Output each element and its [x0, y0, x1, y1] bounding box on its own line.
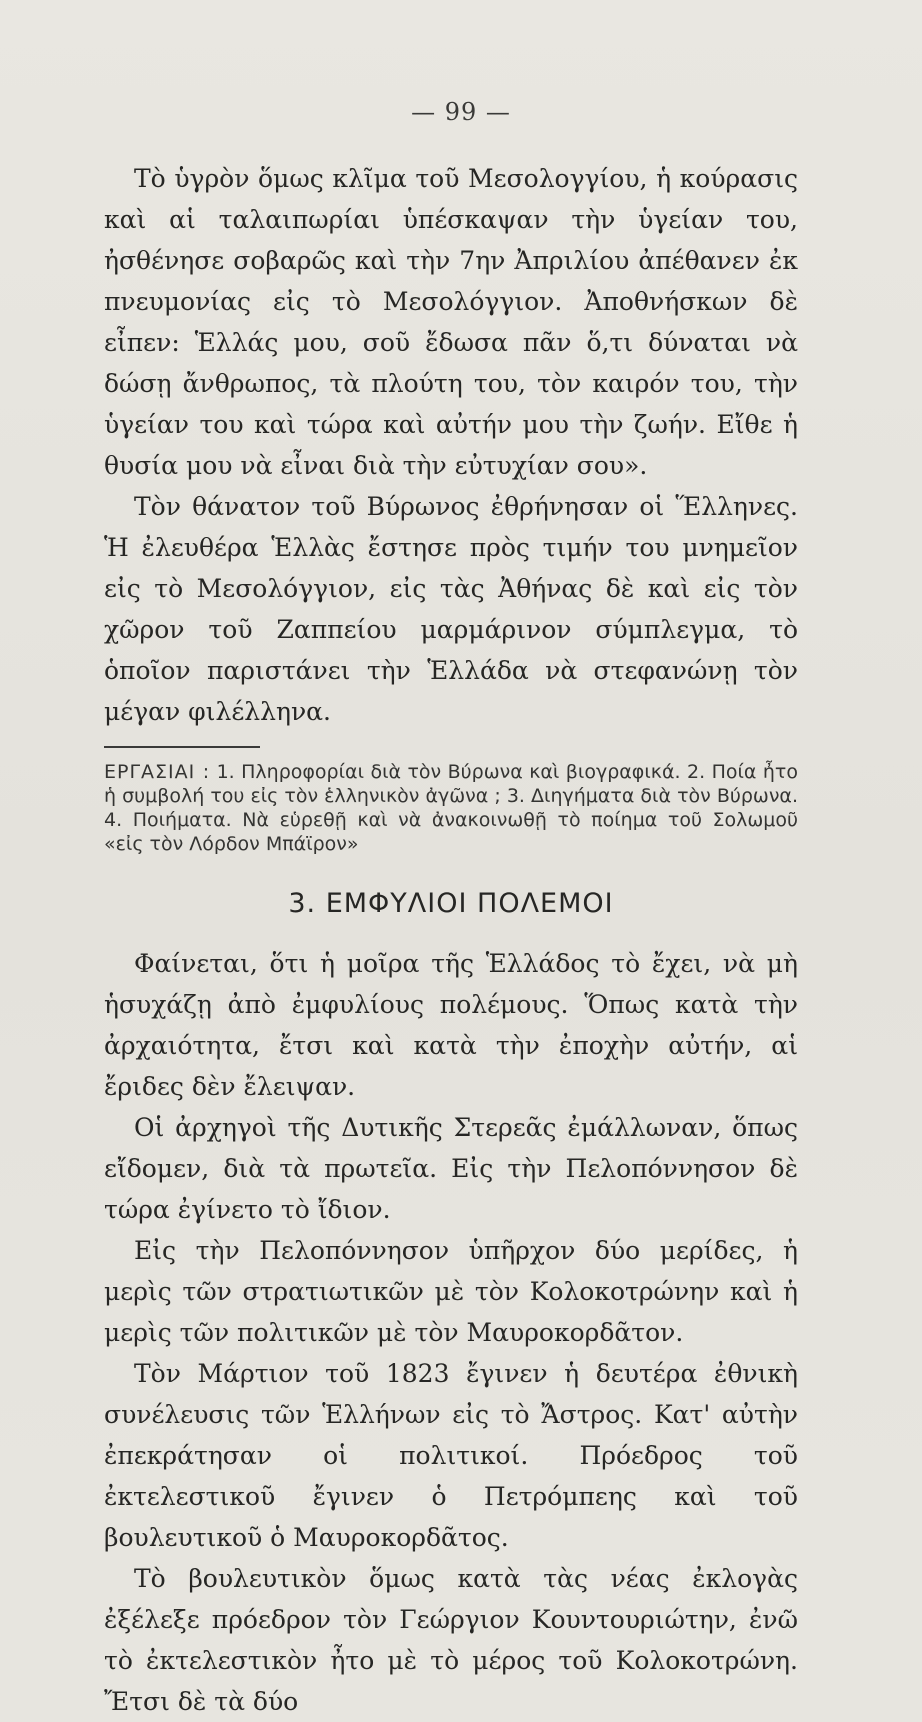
paragraph-western-leaders: Οἱ ἀρχηγοὶ τῆς Δυτικῆς Στερεᾶς ἐμάλλωναν, ὅπως εἴδομεν, διὰ τὰ πρωτεῖα. Εἰς τὴν Πελοπόννησον δὲ τώρα ἐγίνετο τὸ ἴδιον. [104, 1113, 798, 1224]
paragraph-two-factions: Εἰς τὴν Πελοπόννησον ὑπῆρχον δύο μερίδες, ἡ μερὶς τῶν στρατιωτικῶν μὲ τὸν Κολοκοτρώνην καὶ ἡ μερὶς τῶν πολιτικῶν μὲ τὸν Μαυροκορδᾶτον. [104, 1236, 798, 1347]
exercises-block [104, 760, 798, 856]
exercises-label: ΕΡΓΑΣΙΑΙ : [104, 761, 211, 783]
page-body [104, 158, 798, 1722]
footnote-divider [104, 746, 260, 748]
section-heading: 3. ΕΜΦΥΛΙΟΙ ΠΟΛΕΜΟΙ [288, 888, 614, 919]
exercises-text: 1. Πληροφορίαι διὰ τὸν Βύρωνα καὶ βιογραφικά. 2. Ποία ἦτο ἡ συμβολή του εἰς τὸν ἑλληνικὸν ἀγῶνα ; 3. Διηγήματα διὰ τὸν Βύρωνα. 4. Ποιήματα. Νὰ εὑρεθῇ καὶ νὰ ἀνακοινωθῇ τὸ ποίημα τοῦ Σολωμοῦ «εἰς τὸν Λόρδον Μπάϊρον» [104, 761, 798, 855]
paragraph-new-elections: Τὸ βουλευτικὸν ὅμως κατὰ τὰς νέας ἐκλογὰς ἐξέλεξε πρόεδρον τὸν Γεώργιον Κουντουριώτην, ἐνῶ τὸ ἐκτελεστικὸν ἦτο μὲ τὸ μέρος τοῦ Κολοκοτρώνη. Ἔτσι δὲ τὰ δύο [104, 1564, 798, 1716]
paragraph-byron-memorials: Τὸν θάνατον τοῦ Βύρωνος ἐθρήνησαν οἱ Ἕλληνες. Ἡ ἐλευθέρα Ἑλλὰς ἔστησε πρὸς τιμήν του μνημεῖον εἰς τὸ Μεσολόγγιον, εἰς τὰς Ἀθήνας δὲ καὶ εἰς τὸν χῶρον τοῦ Ζαππείου μαρμάρινον σύμπλεγμα, τὸ ὁποῖον παριστάνει τὴν Ἑλλάδα νὰ στεφανώνῃ τὸν μέγαν φιλέλληνα. [104, 492, 798, 726]
paragraph-astros-assembly: Τὸν Μάρτιον τοῦ 1823 ἔγινεν ἡ δευτέρα ἐθνικὴ συνέλευσις τῶν Ἑλλήνων εἰς τὸ Ἄστρος. Κατ' αὐτὴν ἐπεκράτησαν οἱ πολιτικοί. Πρόεδρος τοῦ ἐκτελεστικοῦ ἔγινεν ὁ Πετρόμπεης καὶ τοῦ βουλευτικοῦ ὁ Μαυροκορδᾶτος. [104, 1359, 798, 1552]
page-number: — 99 — [411, 98, 511, 126]
paragraph-civil-wars-intro: Φαίνεται, ὅτι ἡ μοῖρα τῆς Ἑλλάδος τὸ ἔχει, νὰ μὴ ἡσυχάζῃ ἀπὸ ἐμφυλίους πολέμους. Ὅπως κατὰ τὴν ἀρχαιότητα, ἔτσι καὶ κατὰ τὴν ἐποχὴν αὐτήν, αἱ ἔριδες δὲν ἔλειψαν. [104, 949, 798, 1101]
paragraph-byron-death: Τὸ ὑγρὸν ὅμως κλῖμα τοῦ Μεσολογγίου, ἡ κούρασις καὶ αἱ ταλαιπωρίαι ὑπέσκαψαν τὴν ὑγείαν του, ἠσθένησε σοβαρῶς καὶ τὴν 7ην Ἀπριλίου ἀπέθανεν ἐκ πνευμονίας εἰς τὸ Μεσολόγγιον. Ἀποθνήσκων δὲ εἶπεν: Ἑλλάς μου, σοῦ ἔδωσα πᾶν ὅ,τι δύναται νὰ δώσῃ ἄνθρωπος, τὰ πλούτη του, τὸν καιρόν του, τὴν ὑγείαν του καὶ τώρα καὶ αὐτήν μου τὴν ζωήν. Εἴθε ἡ θυσία μου νὰ εἶναι διὰ τὴν εὐτυχίαν σου». [104, 164, 798, 480]
